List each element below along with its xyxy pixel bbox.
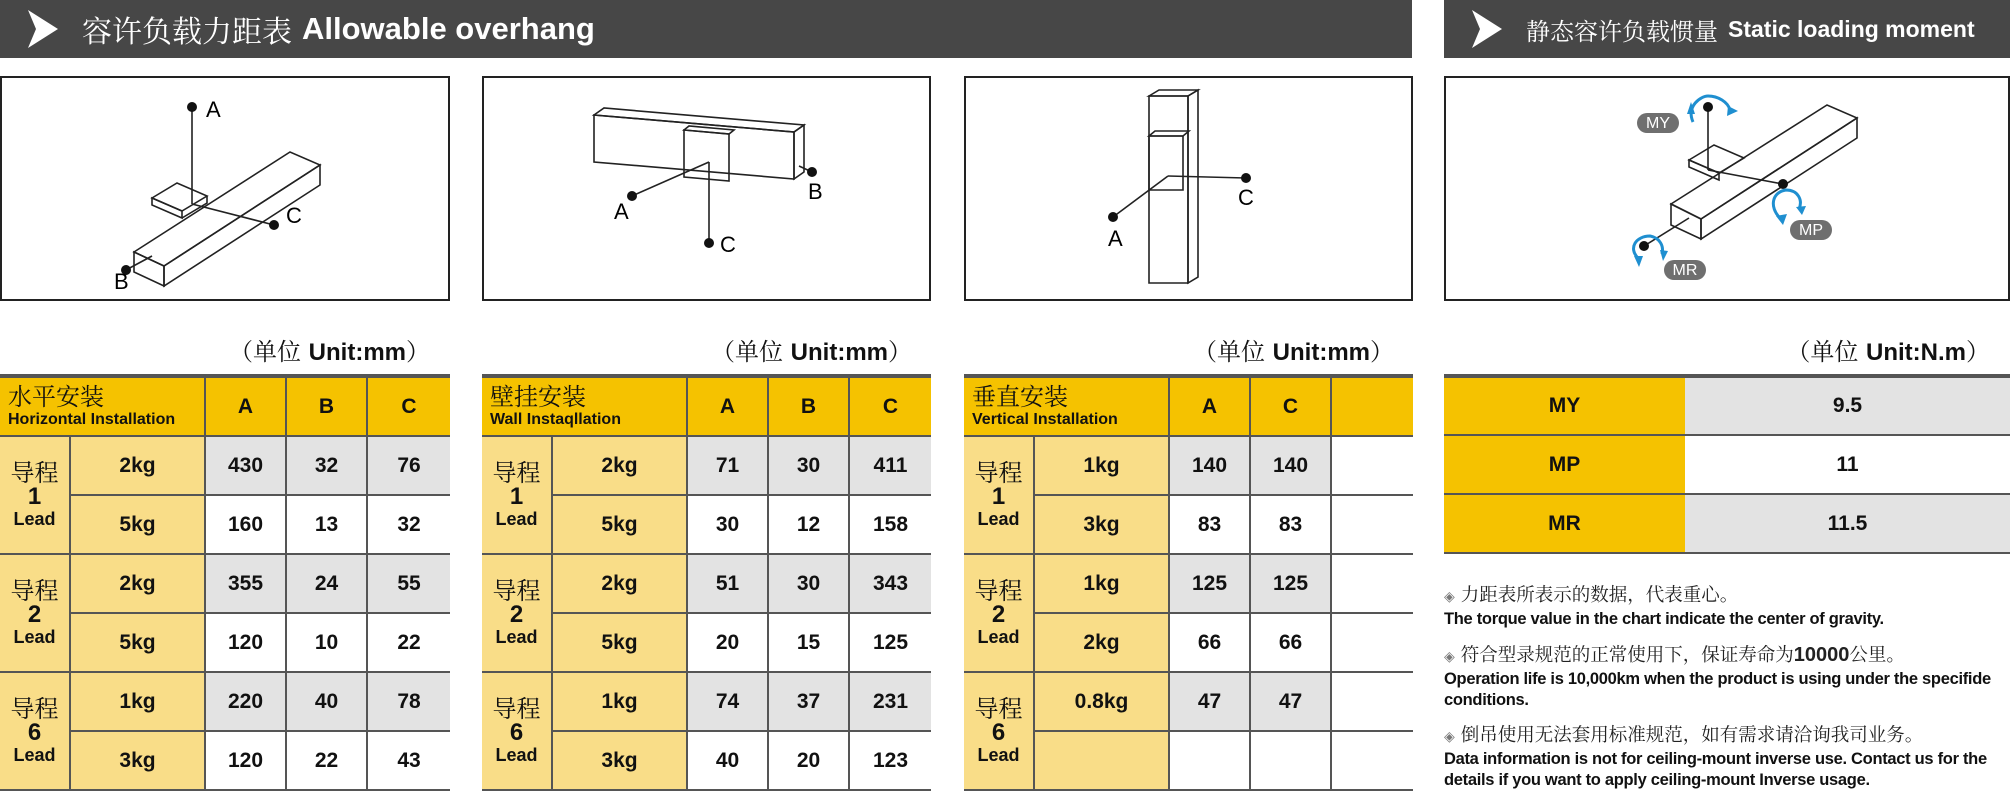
table-row [964, 672, 1413, 731]
value-cell: 51 [687, 554, 768, 613]
load-cell: 2kg [1034, 613, 1169, 672]
value-cell [1331, 495, 1413, 554]
value-cell: 20 [687, 613, 768, 672]
value-cell: 37 [768, 672, 849, 731]
overhang-banner [0, 0, 1412, 58]
load-cell: 5kg [70, 613, 205, 672]
note-cn: 公里。 [1849, 645, 1905, 666]
note-cn: 力距表所表示的数据，代表重心。 [1460, 585, 1739, 606]
table-row [1444, 376, 2010, 435]
load-cell: 5kg [552, 495, 687, 554]
value-cell: 430 [205, 436, 286, 495]
lead-6-cell: 导程 6 Lead [964, 672, 1034, 790]
wall-diagram [482, 76, 931, 301]
value-cell: 125 [1250, 554, 1331, 613]
column-header-a: A [1169, 376, 1250, 436]
chevron-right-icon [16, 0, 70, 58]
column-header-c: C [367, 376, 450, 436]
value-cell: 158 [849, 495, 931, 554]
table-row [964, 436, 1413, 495]
table-row [1444, 494, 2010, 553]
value-cell: 125 [1169, 554, 1250, 613]
moment-key-cell: MP [1444, 435, 1685, 494]
table-header-row [482, 376, 931, 436]
value-cell: 55 [367, 554, 450, 613]
value-cell: 15 [768, 613, 849, 672]
value-cell: 123 [849, 731, 931, 790]
note-en: The torque value in the chart indicate the center of gravity. [1444, 610, 1884, 628]
value-cell: 32 [286, 436, 367, 495]
value-cell: 20 [768, 731, 849, 790]
lead-6-cell: 导程 6 Lead [0, 672, 70, 790]
moment-value-cell: 11 [1685, 435, 2010, 494]
value-cell [1331, 672, 1413, 731]
wall-mount-illustration [484, 78, 929, 299]
value-cell: 140 [1169, 436, 1250, 495]
vertical-mount-illustration [966, 78, 1411, 299]
label-mp: MP [1799, 222, 1823, 239]
lead-2-cell: 导程 2 Lead [964, 554, 1034, 672]
value-cell [1169, 731, 1250, 790]
value-cell: 66 [1169, 613, 1250, 672]
note-item [1444, 643, 2010, 711]
value-cell: 22 [286, 731, 367, 790]
lead-2-cell: 导程 2 Lead [0, 554, 70, 672]
table-row [482, 672, 931, 731]
column-header-c: C [1250, 376, 1331, 436]
banner-title-cn: 容许负载力距表 [82, 15, 292, 50]
value-cell: 12 [768, 495, 849, 554]
moment-key-cell: MY [1444, 376, 1685, 435]
table-title: 垂直安装 Vertical Installation [964, 376, 1169, 436]
value-cell: 231 [849, 672, 931, 731]
note-item [1444, 584, 2010, 630]
column-header-a: A [205, 376, 286, 436]
load-cell: 2kg [70, 554, 205, 613]
label-a: A [614, 199, 629, 224]
lead-6-cell: 导程 6 Lead [482, 672, 552, 790]
moment-value-cell: 9.5 [1685, 376, 2010, 435]
load-cell: 2kg [552, 436, 687, 495]
vertical-diagram [964, 76, 1413, 301]
value-cell: 411 [849, 436, 931, 495]
label-c: C [286, 203, 302, 228]
load-cell: 2kg [552, 554, 687, 613]
value-cell: 47 [1169, 672, 1250, 731]
value-cell: 125 [849, 613, 931, 672]
value-cell: 30 [687, 495, 768, 554]
value-cell [1331, 436, 1413, 495]
value-cell: 32 [367, 495, 450, 554]
unit-label-vertical: （单位 Unit:mm） [1193, 338, 1394, 366]
table-title: 壁挂安装 Wall Instaqllation [482, 376, 687, 436]
unit-label-wall: （单位 Unit:mm） [711, 338, 912, 366]
lead-2-cell: 导程 2 Lead [482, 554, 552, 672]
value-cell: 343 [849, 554, 931, 613]
value-cell: 47 [1250, 672, 1331, 731]
value-cell: 10 [286, 613, 367, 672]
column-header-b: B [768, 376, 849, 436]
note-cn: 符合型录规范的正常使用下，保证寿命为 [1460, 645, 1794, 666]
table-row [964, 554, 1413, 613]
banner-title-en: Static loading moment [1728, 15, 1975, 42]
table-row [1444, 435, 2010, 494]
banner-title-en: Allowable overhang [302, 11, 595, 46]
wall-overhang-table [482, 374, 931, 791]
horizontal-diagram [0, 76, 450, 301]
chevron-right-icon [1460, 0, 1514, 58]
value-cell: 76 [367, 436, 450, 495]
value-cell: 13 [286, 495, 367, 554]
label-a: A [1108, 226, 1123, 251]
value-cell: 355 [205, 554, 286, 613]
value-cell: 71 [687, 436, 768, 495]
value-cell: 83 [1169, 495, 1250, 554]
value-cell: 40 [687, 731, 768, 790]
moment-banner [1444, 0, 2010, 58]
load-cell: 1kg [552, 672, 687, 731]
load-cell [1034, 731, 1169, 790]
load-cell: 5kg [552, 613, 687, 672]
load-cell: 1kg [1034, 554, 1169, 613]
value-cell: 24 [286, 554, 367, 613]
unit-label-moment: （单位 Unit:N.m） [1786, 338, 1990, 366]
load-cell: 2kg [70, 436, 205, 495]
label-mr: MR [1672, 262, 1698, 279]
moment-axes-illustration [1446, 78, 2008, 299]
value-cell: 74 [687, 672, 768, 731]
label-c: C [720, 232, 736, 257]
value-cell: 220 [205, 672, 286, 731]
note-en: Data information is not for ceiling-mount inverse use. Contact us for the details if you want to apply ceiling-mount Inverse usage. [1444, 750, 1987, 789]
load-cell: 1kg [70, 672, 205, 731]
diamond-bullet-icon: ◈ [1444, 729, 1455, 745]
table-header-row [964, 376, 1413, 436]
note-cn: 倒吊使用无法套用标准规范，如有需求请洽询我司业务。 [1460, 725, 1924, 746]
load-cell: 3kg [70, 731, 205, 790]
load-cell: 3kg [1034, 495, 1169, 554]
note-item [1444, 724, 2010, 791]
table-row [482, 436, 931, 495]
static-moment-table [1444, 374, 2010, 554]
vertical-overhang-table [964, 374, 1413, 791]
value-cell [1331, 731, 1413, 790]
value-cell [1250, 731, 1331, 790]
label-b: B [808, 179, 823, 204]
table-row [0, 436, 450, 495]
notes-section [1444, 584, 2010, 796]
table-row [482, 554, 931, 613]
lead-1-cell: 导程 1 Lead [964, 436, 1034, 554]
horizontal-mount-illustration [2, 78, 448, 299]
diamond-bullet-icon: ◈ [1444, 589, 1455, 605]
diamond-bullet-icon: ◈ [1444, 649, 1455, 665]
value-cell: 120 [205, 731, 286, 790]
label-my: MY [1646, 115, 1670, 132]
value-cell: 120 [205, 613, 286, 672]
load-cell: 5kg [70, 495, 205, 554]
value-cell: 30 [768, 436, 849, 495]
value-cell: 30 [768, 554, 849, 613]
column-header-b: B [286, 376, 367, 436]
unit-label-horizontal: （单位 Unit:mm） [229, 338, 430, 366]
table-header-row [0, 376, 450, 436]
load-cell: 1kg [1034, 436, 1169, 495]
table-row [0, 554, 450, 613]
value-cell: 66 [1250, 613, 1331, 672]
horizontal-overhang-table [0, 374, 450, 791]
table-title: 水平安装 Horizontal Installation [0, 376, 205, 436]
value-cell: 160 [205, 495, 286, 554]
value-cell: 22 [367, 613, 450, 672]
column-header-a: A [687, 376, 768, 436]
lead-1-cell: 导程 1 Lead [482, 436, 552, 554]
moment-key-cell: MR [1444, 494, 1685, 553]
label-b: B [114, 269, 129, 294]
table-row [0, 672, 450, 731]
column-header-c: C [849, 376, 931, 436]
value-cell: 43 [367, 731, 450, 790]
value-cell [1331, 613, 1413, 672]
lead-1-cell: 导程 1 Lead [0, 436, 70, 554]
note-cn-bold: 10000 [1793, 644, 1850, 666]
value-cell: 140 [1250, 436, 1331, 495]
value-cell: 83 [1250, 495, 1331, 554]
value-cell: 40 [286, 672, 367, 731]
column-header-empty [1331, 376, 1413, 436]
value-cell: 78 [367, 672, 450, 731]
moment-value-cell: 11.5 [1685, 494, 2010, 553]
label-a: A [206, 97, 221, 122]
moment-diagram [1444, 76, 2010, 301]
note-en: Operation life is 10,000km when the product is using under the specifide conditions. [1444, 670, 1991, 709]
banner-title-cn: 静态容许负载惯量 [1526, 17, 1718, 46]
load-cell: 3kg [552, 731, 687, 790]
load-cell: 0.8kg [1034, 672, 1169, 731]
label-c: C [1238, 185, 1254, 210]
value-cell [1331, 554, 1413, 613]
